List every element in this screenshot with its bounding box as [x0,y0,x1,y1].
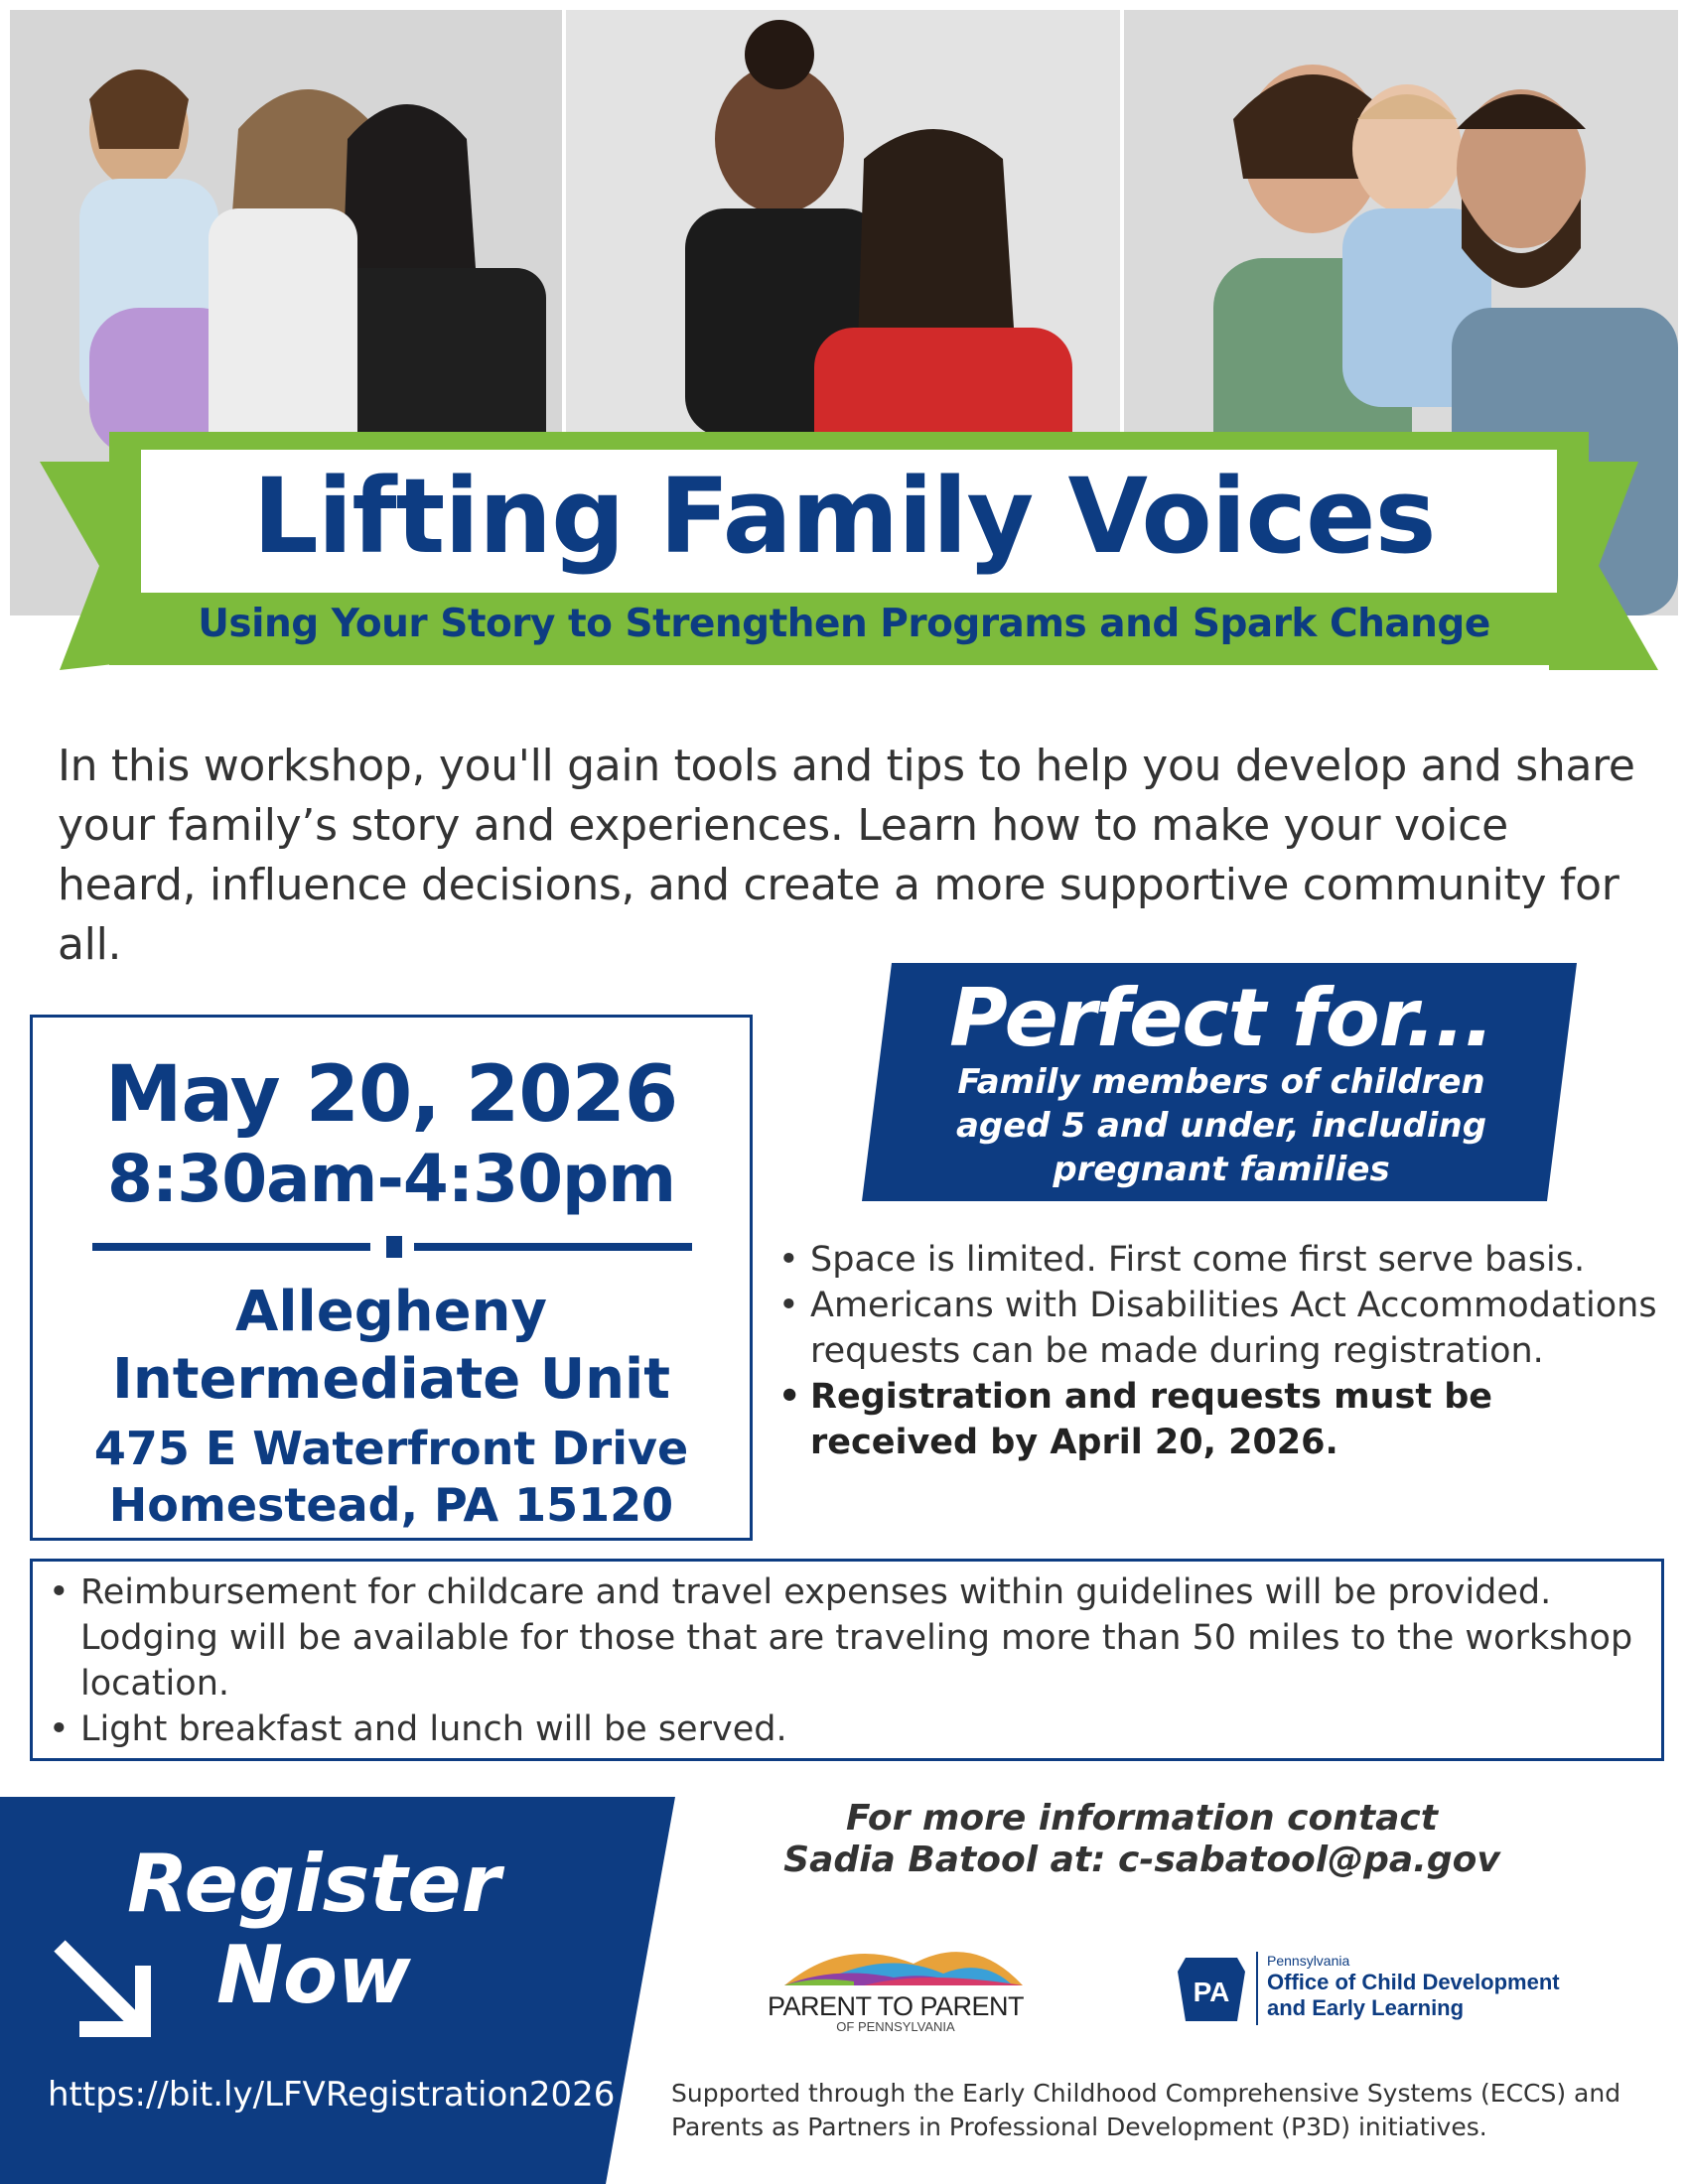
list-item: • Reimbursement for childcare and travel expenses within guidelines will be provided. Lodging will be available for those that are traveling more than 50 miles to the workshop location. [43,1570,1651,1706]
event-date: May 20, 2026 [104,1050,678,1140]
parent-to-parent-logo [774,1936,1033,1991]
audience-line: aged 5 and under, including [955,1106,1487,1146]
list-item: • Space is limited. First come first serve basis. [773,1237,1666,1283]
contact-line2[interactable]: Sadia Batool at: c-sabatool@pa.gov [783,1840,1500,1880]
page-subtitle: Using Your Story to Strengthen Programs and Spark Change [198,602,1490,646]
venue-address-line2: Homestead, PA 15120 [108,1478,674,1532]
list-item: • Americans with Disabilities Act Accommodations requests can be made during registration. [773,1283,1666,1374]
venue-name-line2: Intermediate Unit [111,1347,671,1412]
benefits-box [30,1559,1664,1761]
registration-link[interactable]: https://bit.ly/LFVRegistration2026 [48,2075,616,2115]
event-details-box [30,1015,753,1541]
pa-office-line1: Office of Child Development [1267,1970,1560,1994]
list-item: • Registration and requests must be received by April 20, 2026. [773,1374,1666,1465]
contact-line1: For more information contact [846,1798,1438,1839]
intro-paragraph: In this workshop, you'll gain tools and tips to help you develop and share your family’s story and experiences. Learn how to make your voice heard, influence decisions, and create a more supportive community for all. [58,741,1635,970]
venue-name-line1: Allegheny [234,1280,547,1344]
support-statement: Supported through the Early Childhood Comprehensive Systems (ECCS) and Parents as Partners in Professional Development (P3D) initiatives. [671,2079,1621,2141]
register-heading-line2[interactable]: Now [216,1929,411,2021]
pa-keystone-icon [1178,1958,1245,2021]
pa-office-line2: and Early Learning [1267,1995,1465,2020]
audience-title: Perfect for... [949,972,1493,1064]
divider-line [414,1243,692,1251]
register-heading-line1[interactable]: Register [127,1838,501,1930]
page-title: Lifting Family Voices [252,456,1436,577]
venue-address-line1: 475 E Waterfront Drive [93,1422,689,1475]
pa-badge-text: PA [1193,1977,1230,2007]
benefits-list [43,1570,1651,1752]
divider-line [92,1243,370,1251]
audience-line: pregnant families [1053,1150,1390,1189]
divider-dot [386,1236,402,1258]
divider-line [1256,1952,1258,2025]
list-item: • Light breakfast and lunch will be served. [43,1706,1651,1752]
pa-state-label: Pennsylvania [1267,1953,1350,1969]
parent-to-parent-name: PARENT TO PARENT [767,1991,1025,2021]
arrow-down-right-icon [48,1934,157,2043]
registration-notes [773,1237,1666,1465]
event-time: 8:30am-4:30pm [106,1141,676,1217]
audience-line: Family members of children [957,1062,1485,1102]
parent-to-parent-sub: OF PENNSYLVANIA [836,2019,955,2034]
